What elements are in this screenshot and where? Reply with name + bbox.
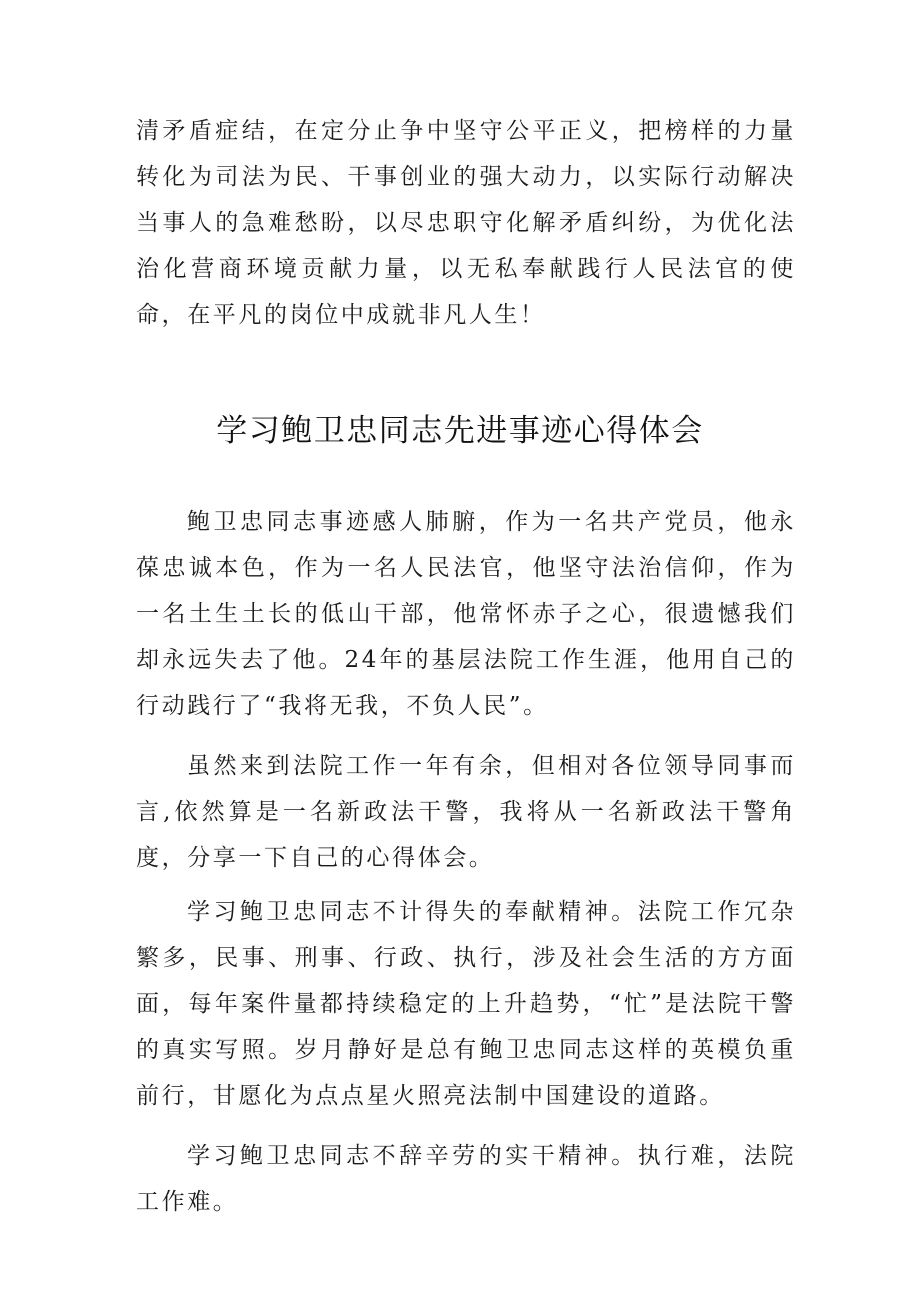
paragraph-3: 学习鲍卫忠同志不计得失的奉献精神。法院工作冗杂繁多，民事、刑事、行政、执行，涉及社会生活的方方面面，每年案件量都持续稳定的上升趋势，“忙”是法院干警的真实写照。岁月静好是总有鲍卫忠同志这样的英模负重前行，甘愿化为点点星火照亮法制中国建设的道路。 <box>136 899 796 1109</box>
paragraph-4: 学习鲍卫忠同志不辞辛劳的实干精神。执行难，法院工作难。 <box>136 1143 796 1215</box>
page-title: 学习鲍卫忠同志先进事迹心得体会 <box>216 413 704 449</box>
paragraph-1: 鲍卫忠同志事迹感人肺腑，作为一名共产党员，他永葆忠诚本色，作为一名人民法官，他坚守法治信仰，作为一名土生土长的低山干部，他常怀赤子之心，很遗憾我们却永远失去了他。24年的基层法院工作生涯，他用自己的行动践行了“我将无我，不负人民”。 <box>136 509 796 719</box>
paragraph-2: 虽然来到法院工作一年有余，但相对各位领导同事而言,依然算是一名新政法干警，我将从一名新政法干警角度，分享一下自己的心得体会。 <box>136 753 796 871</box>
intro-paragraph: 清矛盾症结，在定分止争中坚守公平正义，把榜样的力量转化为司法为民、干事创业的强大动力，以实际行动解决当事人的急难愁盼，以尽忠职守化解矛盾纠纷，为优化法治化营商环境贡献力量，以无私奉献践行人民法官的使命，在平凡的岗位中成就非凡人生！ <box>136 118 796 328</box>
